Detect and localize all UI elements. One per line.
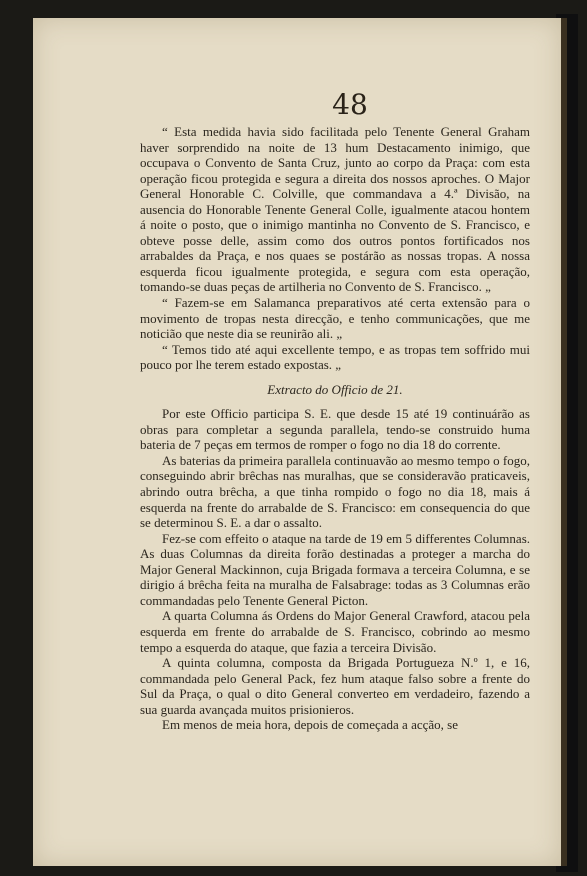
paragraph-obras: Por este Officio participa S. E. que desde 15 até 19 continuárão as obras para completar a segunda parallela, tendo-se construido huma bateria de 7 peças em termos de romper o fogo no dia 18 do corrente. bbox=[140, 406, 530, 453]
paragraph-quarta-columna: A quarta Columna ás Ordens do Major General Crawford, atacou pela esquerda em frente do arrabalde de S. Francisco, cobrindo ao mesmo tempo a esquerda do ataque, que fazia a terceira Divisão. bbox=[140, 608, 530, 655]
section-heading: Extracto do Officio de 21. bbox=[267, 381, 403, 397]
paragraph-meia-hora: Em menos de meia hora, depois de começada a acção, se bbox=[162, 717, 458, 733]
page-number: 48 bbox=[332, 88, 368, 121]
page-body bbox=[140, 124, 530, 733]
paragraph-baterias: As baterias da primeira parallela continuavão ao mesmo tempo o fogo, conseguindo abrir brêchas nas muralhas, que se consideravão praticaveis, abrindo outra brêcha, a que tinha rompido o fogo no dia 18, mais á esquerda na frente do arrabalde de S. Francisco: em consequencia do que se determinou S. E. a dar o assalto. bbox=[140, 452, 530, 531]
paragraph-weather: “ Temos tido até aqui excellente tempo, e as tropas tem soffrido mui pouco por lhe terem estado expostas. „ bbox=[140, 341, 530, 373]
page-edge bbox=[561, 18, 567, 866]
paragraph-salamanca: “ Fazem-se em Salamanca preparativos até certa extensão para o movimento de tropas nesta direcção, e tenho communicações, que me noticião que neste dia se reunirão ali. „ bbox=[140, 295, 530, 342]
paragraph-graham: “ Esta medida havia sido facilitada pelo Tenente General Graham haver sorprendido na noite de 13 hum Destacamento inimigo, que occupava o Convento de Santa Cruz, junto ao corpo da Praça: com esta operação ficou protegida e segura a direita dos nossos aproches. O Major General Honorable C. Colville, que commandava a 4.ª Divisão, na ausencia do Honorable Tenente General Colle, igualmente atacou hontem á noite o posto, que o inimigo mantinha no Convento de S. Francisco, e obteve posse delle, assim como dos outros pontos fortificados nos arrabaldes da Praça, e nos quaes se postárão as nossas tropas. A nossa esquerda ficou igualmente protegida, e segura com esta operação, tomando-se duas peças de artilheria no Convento de S. Francisco. „ bbox=[140, 124, 530, 295]
paragraph-quinta-columna: A quinta columna, composta da Brigada Portugueza N.º 1, e 16, commandada pelo General Pack, fez hum ataque falso sobre a frente do Sul da Praça, o qual o dito General converteo em verdadeiro, fazendo a sua guarda avançada muitos prisionieros. bbox=[140, 655, 530, 717]
paragraph-ataque: Fez-se com effeito o ataque na tarde de 19 em 5 differentes Columnas. As duas Columnas da direita forão destinadas a proteger a marcha do Major General Mackinnon, cuja Brigada formava a terceira Columna, e se dirigio á brêcha feita na muralha de Falsabrage: todas as 3 Columnas erão commandadas pelo Tenente General Picton. bbox=[140, 530, 530, 608]
